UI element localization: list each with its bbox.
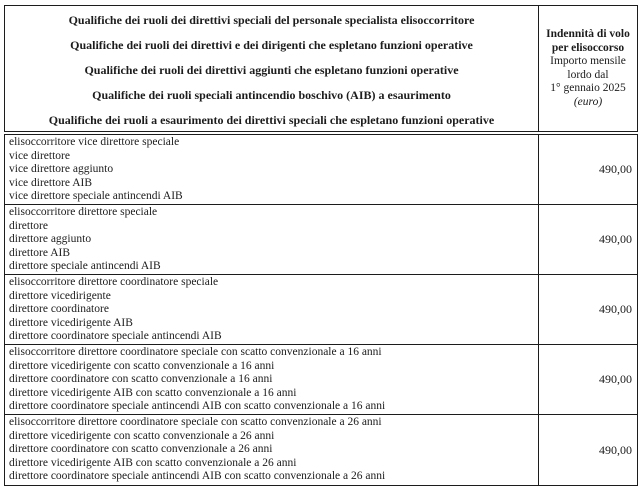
table-row bbox=[5, 275, 637, 345]
roles-cell bbox=[5, 135, 539, 204]
qualification-line: Qualifiche dei ruoli dei direttivi speciali del personale specialista elisoccorritore bbox=[68, 13, 475, 27]
amount-cell: 490,00 bbox=[599, 442, 632, 457]
role-line: direttore coordinatore speciale antincendi AIB con scatto convenzionale a 16 anni bbox=[9, 400, 386, 413]
role-line: direttore coordinatore con scatto convenzionale a 16 anni bbox=[9, 373, 273, 386]
role-line: direttore vicedirigente bbox=[9, 289, 111, 302]
indemnity-subtitle-line: Importo mensile bbox=[550, 55, 626, 67]
amount-cell: 490,00 bbox=[599, 372, 632, 386]
role-line: direttore bbox=[9, 219, 48, 232]
role-line: vice direttore speciale antincendi AIB bbox=[9, 190, 183, 203]
roles-cell bbox=[5, 415, 539, 485]
role-line: direttore vicedirigente AIB con scatto convenzionale a 16 anni bbox=[9, 386, 297, 399]
role-line: vice direttore bbox=[9, 149, 70, 162]
indemnity-unit-label: (euro) bbox=[573, 95, 603, 108]
roles-cell bbox=[5, 345, 539, 414]
role-line: direttore coordinatore bbox=[9, 303, 109, 316]
table-row bbox=[5, 205, 637, 275]
table-row bbox=[5, 415, 637, 485]
qualification-line: Qualifiche dei ruoli dei direttivi e dei dirigenti che espletano funzioni operative bbox=[70, 38, 473, 52]
qualification-line: Qualifiche dei ruoli dei direttivi aggiunti che espletano funzioni operative bbox=[84, 63, 459, 77]
role-line: direttore AIB bbox=[9, 246, 70, 259]
role-line: direttore coordinatore con scatto convenzionale a 26 anni bbox=[9, 443, 273, 456]
indemnity-title-line: per elisoccorso bbox=[551, 41, 625, 54]
table-row bbox=[5, 135, 637, 205]
amount-cell: 490,00 bbox=[599, 232, 632, 246]
indemnity-subtitle-line: 1° gennaio 2025 bbox=[550, 82, 626, 94]
role-line: direttore speciale antincendi AIB bbox=[9, 260, 161, 273]
role-line: direttore vicedirigente con scatto convenzionale a 16 anni bbox=[9, 359, 275, 372]
table-body bbox=[4, 134, 638, 486]
qualification-line: Qualifiche dei ruoli speciali antincendio boschivo (AIB) a esaurimento bbox=[92, 88, 451, 102]
role-line: direttore aggiunto bbox=[9, 233, 92, 246]
indemnity-header-cell bbox=[539, 6, 637, 131]
role-line: direttore coordinatore speciale antincendi AIB bbox=[9, 330, 222, 343]
indemnity-subtitle-line: lordo dal bbox=[567, 68, 609, 81]
table-row bbox=[5, 345, 637, 415]
table-header bbox=[4, 5, 638, 132]
indemnity-title-line: Indennità di volo bbox=[546, 28, 630, 40]
role-line: direttore vicedirigente AIB bbox=[9, 316, 133, 329]
qualifications-header-cell bbox=[5, 6, 539, 131]
role-line: elisoccorritore vice direttore speciale bbox=[9, 136, 180, 148]
role-line: vice direttore aggiunto bbox=[9, 163, 114, 176]
role-line: elisoccorritore direttore coordinatore speciale con scatto convenzionale a 26 anni bbox=[9, 416, 382, 428]
amount-cell: 490,00 bbox=[599, 162, 632, 176]
role-line: vice direttore AIB bbox=[9, 176, 93, 189]
role-line: elisoccorritore direttore speciale bbox=[9, 206, 158, 218]
qualifications-table bbox=[4, 5, 638, 486]
amount-cell: 490,00 bbox=[599, 302, 632, 316]
qualification-line: Qualifiche dei ruoli a esaurimento dei direttivi speciali che espletano funzioni operative bbox=[48, 113, 495, 127]
roles-cell bbox=[5, 205, 539, 274]
roles-cell bbox=[5, 275, 539, 344]
role-line: elisoccorritore direttore coordinatore speciale con scatto convenzionale a 16 anni bbox=[9, 346, 382, 358]
role-line: direttore vicedirigente AIB con scatto convenzionale a 26 anni bbox=[9, 456, 297, 469]
role-line: elisoccorritore direttore coordinatore speciale bbox=[9, 276, 219, 288]
role-line: direttore vicedirigente con scatto convenzionale a 26 anni bbox=[9, 429, 275, 442]
role-line: direttore coordinatore speciale antincendi AIB con scatto convenzionale a 26 anni bbox=[9, 470, 386, 483]
